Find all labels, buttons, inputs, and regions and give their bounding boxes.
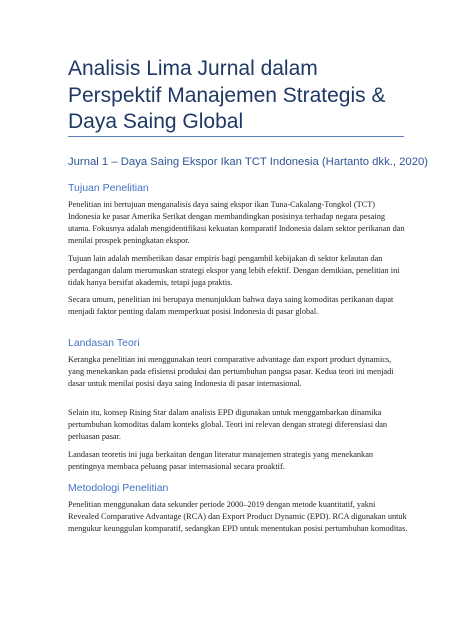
journal-heading: Jurnal 1 – Daya Saing Ekspor Ikan TCT Indonesia (Hartanto dkk., 2020) — [68, 156, 429, 168]
paragraph: Tujuan lain adalah memberikan dasar empiris bagi pengambil kebijakan di sektor kelautan dan perdagangan dalam merumuskan strategi ekspor yang lebih efektif. Dengan demikian, penelitian ini tidak hanya bersifat akademis, tetapi juga praktis. — [68, 254, 400, 288]
section-heading-metodologi: Metodologi Penelitian — [68, 482, 169, 494]
section-heading-tujuan: Tujuan Penelitian — [68, 182, 149, 194]
title-divider — [68, 136, 404, 137]
document-title: Analisis Lima Jurnal dalam Perspektif Manajemen Strategis & Daya Saing Global — [68, 57, 386, 133]
section-heading-landasan: Landasan Teori — [68, 337, 140, 349]
paragraph: Kerangka penelitian ini menggunakan teori comparative advantage dan export product dynamics, yang menekankan pada efisiensi produksi dan pertumbuhan pangsa pasar. Kedua teori ini menjadi dasar untuk menilai posisi daya saing Indonesia di pasar internasional. — [68, 355, 394, 389]
paragraph: Landasan teoretis ini juga berkaitan dengan literatur manajemen strategis yang menekankan pentingnya membaca peluang pasar internasional secara proaktif. — [68, 450, 374, 472]
paragraph: Selain itu, konsep Rising Star dalam analisis EPD digunakan untuk menggambarkan dinamika pertumbuhan komoditas dalam konteks global. Teori ini relevan dengan strategi diferensiasi dan perluasan pasar. — [68, 408, 388, 442]
paragraph: Penelitian menggunakan data sekunder periode 2000–2019 dengan metode kuantitatif, yakni Revealed Comparative Advantage (RCA) dan Export Product Dynamic (EPD). RCA digunakan untuk mengukur keunggulan komparatif, sedangkan EPD untuk menentukan posisi pertumbuhan komoditas. — [68, 500, 408, 534]
paragraph: Penelitian ini bertujuan menganalisis daya saing ekspor ikan Tuna-Cakalang-Tongkol (TCT) Indonesia ke pasar Amerika Serikat dengan membandingkan posisinya terhadap negara pesaing utama. Fokusnya adalah mengidentifikasi kekuatan komparatif Indonesia dalam sektor perikanan dan menilai prospek peningkatan ekspor. — [68, 200, 405, 246]
paragraph: Secara umum, penelitian ini berupaya menunjukkan bahwa daya saing komoditas perikanan dapat menjadi faktor penting dalam memperkuat posisi Indonesia di pasar global. — [68, 295, 394, 317]
